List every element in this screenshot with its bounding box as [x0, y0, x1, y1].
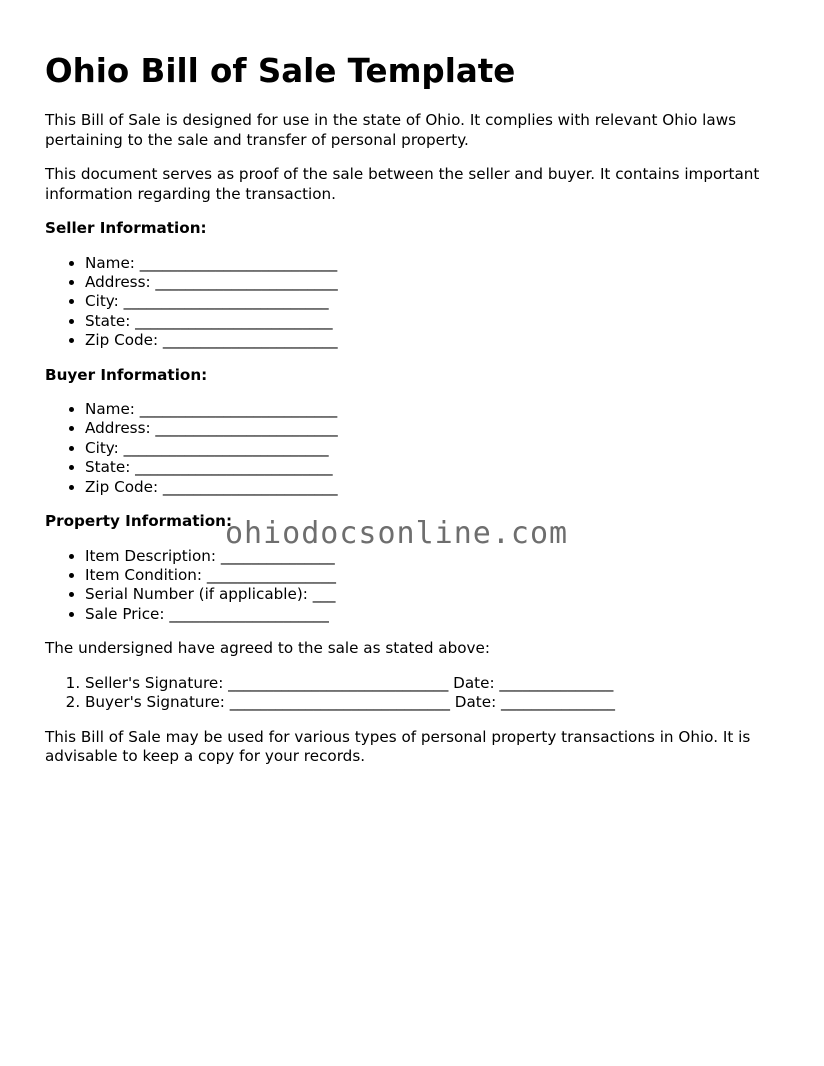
seller-address-field: • Address: ________________________	[85, 273, 785, 292]
seller-section-heading: Seller Information:	[45, 219, 207, 237]
buyer-address-field: • Address: ________________________	[85, 419, 785, 438]
seller-signature-line: 1. Seller's Signature: _____________________________ Date: _______________	[85, 674, 785, 693]
buyer-state-field: • State: __________________________	[85, 458, 785, 477]
document-page	[45, 52, 785, 782]
serial-number-field: • Serial Number (if applicable): ___	[85, 585, 785, 604]
seller-city-field: • City: ___________________________	[85, 292, 785, 311]
property-field-list	[45, 547, 785, 625]
seller-state-field: • State: __________________________	[85, 312, 785, 331]
item-condition-field: • Item Condition: _________________	[85, 566, 785, 585]
closing-paragraph: This Bill of Sale may be used for various types of personal property transactions in Ohio. It is advisable to keep a copy for your records.	[45, 727, 751, 765]
buyer-zip-field: • Zip Code: _______________________	[85, 478, 785, 497]
intro-paragraph: This Bill of Sale is designed for use in the state of Ohio. It complies with relevant Ohio laws pertaining to the sale and transfer of personal property.	[45, 111, 737, 149]
signature-list	[45, 674, 785, 713]
buyer-field-list	[45, 400, 785, 497]
buyer-signature-line: 2. Buyer's Signature: _____________________________ Date: _______________	[85, 693, 785, 712]
watermark-text: ohiodocsonline.com	[225, 516, 569, 551]
purpose-paragraph: This document serves as proof of the sale between the seller and buyer. It contains important information regarding the transaction.	[45, 165, 760, 203]
seller-name-field: • Name: __________________________	[85, 254, 785, 273]
sale-price-field: • Sale Price: _____________________	[85, 605, 785, 624]
buyer-city-field: • City: ___________________________	[85, 439, 785, 458]
seller-zip-field: • Zip Code: _______________________	[85, 331, 785, 350]
page-title: Ohio Bill of Sale Template	[45, 52, 516, 90]
buyer-section-heading: Buyer Information:	[45, 365, 208, 384]
seller-field-list	[45, 254, 785, 351]
property-section-heading: Property Information:	[45, 512, 233, 531]
item-description-field: • Item Description: _______________	[85, 547, 785, 566]
buyer-name-field: • Name: __________________________	[85, 400, 785, 419]
agreement-statement: The undersigned have agreed to the sale as stated above:	[45, 639, 490, 658]
